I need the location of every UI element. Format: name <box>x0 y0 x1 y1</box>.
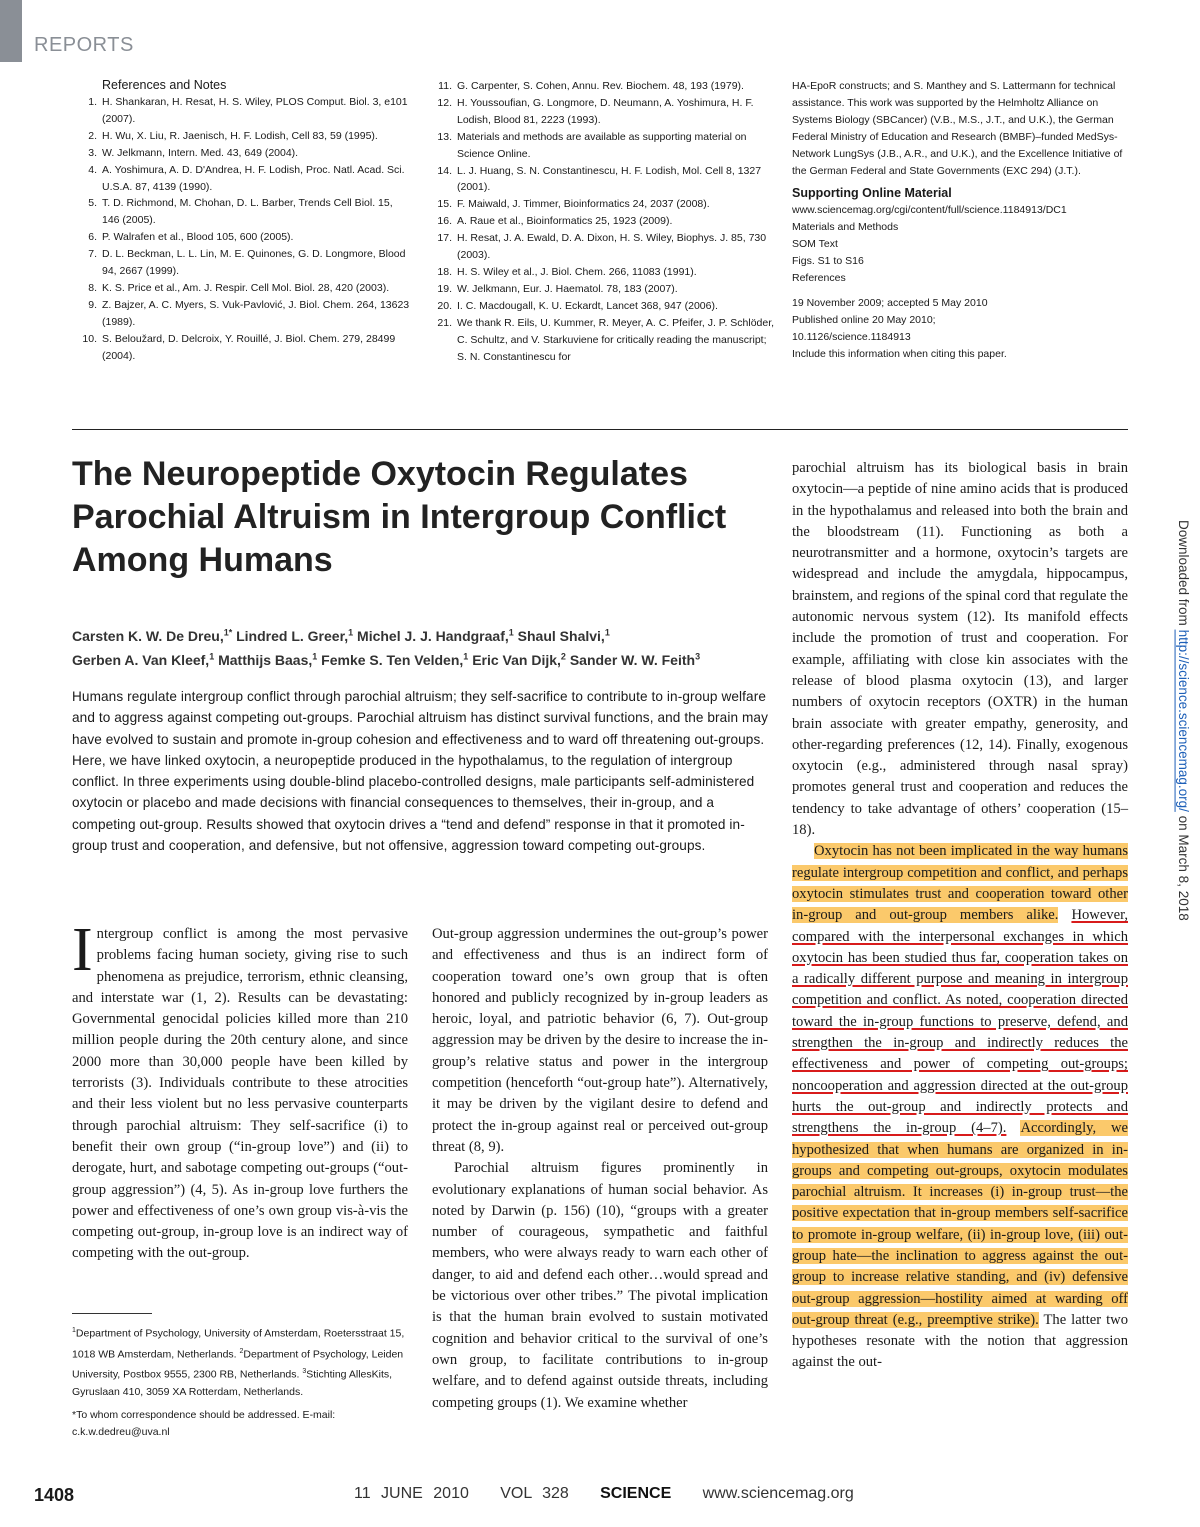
reference-item: 7. D. L. Beckman, L. L. Lin, M. E. Quinones, G. D. Longmore, Blood 94, 2667 (1999). <box>88 248 406 278</box>
som-url[interactable]: www.sciencemag.org/cgi/content/full/science.1184913/DC1 <box>792 204 1067 217</box>
reference-list-1 <box>80 94 410 365</box>
abstract: Humans regulate intergroup conflict through parochial altruism; they self-sacrifice to contribute to in-group welfare and to aggress against competing out-groups. Parochial altruism has distinct survival functions, and the brain may have evolved to sustain and promote in-group cohesion and effectiveness and to ward off threatening out-groups. Here, we have linked oxytocin, a neuropeptide produced in the hypothalamus, to the regulation of intergroup conflict. In three experiments using double-blind placebo-controlled designs, male participants self-administered oxytocin or placebo and made decisions with financial consequences to themselves, their in-group, and a competing out-group. Results showed that oxytocin drives a “tend and defend” response in that it promoted in-group trust and cooperation, and defensive, but not offensive, aggression toward competing out-groups. <box>72 689 768 854</box>
reference-item: 4. A. Yoshimura, A. D. D'Andrea, H. F. Lodish, Proc. Natl. Acad. Sci. U.S.A. 87, 4139 (1990). <box>88 163 405 193</box>
som-line: References <box>792 272 846 285</box>
section-tab <box>0 0 22 62</box>
references-heading: References and Notes <box>102 78 227 92</box>
reference-item: 19. W. Jelkmann, Eur. J. Haematol. 78, 183 (2007). <box>437 282 678 295</box>
body-paragraph: Parochial altruism figures prominently in evolutionary explanations of human social behavior. As noted by Darwin (p. 156) (10), “groups with a greater number of courageous, sympathetic and faithful members, who were always ready to warn each other of danger, to aid and defend each other…would spread and be victorious over other tribes.” The pivotal implication is that the human brain evolved to sustain motivated cognition and behavior critical to the survival of one’s own group, to facilitate contributions to in-group welfare, and to defend against outside threats, including competing groups (1). We examine whether <box>432 1160 768 1411</box>
author: Gerben A. Van Kleef,$^1$ <box>72 651 215 669</box>
author: Eric Van Dijk,$^2$ <box>472 651 566 669</box>
download-notice: Downloaded from http://science.sciencemag.org/ on March 8, 2018 <box>1176 520 1191 921</box>
reference-item: 3. W. Jelkmann, Intern. Med. 43, 649 (2004). <box>88 146 299 159</box>
yellow-highlight: Oxytocin has not been implicated in the way humans regulate intergroup competition and conflict, and perhaps oxytocin stimulates trust and cooperation toward other in-group and out-group members alike. <box>792 843 1128 924</box>
reference-item: 13. Materials and methods are available as supporting material on Science Online. <box>437 130 747 160</box>
som-line: SOM Text <box>792 238 838 251</box>
reference-item: 15. F. Maiwald, J. Timmer, Bioinformatics 24, 2037 (2008). <box>437 198 710 211</box>
download-link[interactable]: http://science.sciencemag.org/ <box>1176 629 1191 812</box>
footnote-divider <box>72 1313 152 1314</box>
reference-item: 21. We thank R. Eils, U. Kummer, R. Meyer, A. C. Pfeifer, J. P. Schlöder, C. Schultz, and V. Starkuviene for critically reading the manuscript; S. N. Constantinescu for <box>437 316 775 363</box>
section-divider <box>72 429 1128 430</box>
reference-item: 6. P. Walrafen et al., Blood 105, 600 (2005). <box>88 231 294 244</box>
body-paragraph: Out-group aggression undermines the out-group’s power and effectiveness and thus is an indirect form of cooperation toward one’s own group that is often honored and publicly recognized by in-group leaders as heroic, loyal, and patriotic behavior (6, 7). Out-group aggression may be driven by the desire to increase the in-group’s relative status and power in the intergroup competition (henceforth “out-group hate”). Alternatively, it may be driven by the vigilant desire to defend and protect the in-group against real or perceived out-group threat (8, 9). <box>432 926 768 1155</box>
som-line: Figs. S1 to S16 <box>792 255 864 268</box>
body-column-2 <box>432 924 768 1414</box>
author-list <box>72 622 772 671</box>
journal-url[interactable]: www.sciencemag.org <box>702 1485 854 1502</box>
author: Lindred L. Greer,$^1$ <box>236 627 354 644</box>
doi: 10.1126/science.1184913 <box>792 330 911 343</box>
reference-item: 9. Z. Bajzer, A. C. Myers, S. Vuk-Pavlović, J. Biol. Chem. 264, 13623 (1989). <box>88 298 410 328</box>
issue-info: 11 JUNE 2010 VOL 328 SCIENCE www.sciencemag.org <box>354 1485 854 1502</box>
page-footer <box>34 1485 1174 1511</box>
affiliations: $^1$Department of Psychology, University of Amsterdam, Roetersstraat 15, 1018 WB Amsterdam, Netherlands. $^2$Department of Psychology, Leiden University, Postbox 9555, 2300 RB, Netherlands. $^3$Stichting AllesKits, Gyruslaan 410, 3059 XA Rotterdam, Netherlands. <box>72 1327 405 1398</box>
reference-item: 2. H. Wu, X. Liu, R. Jaenisch, H. F. Lodish, Cell 83, 59 (1995). <box>88 129 378 142</box>
body-column-1 <box>72 916 408 1265</box>
yellow-highlight: Accordingly, we hypothesized that when humans are organized in in-groups and competing out-groups, oxytocin modulates parochial altruism. It increases (i) in-group trust—the positive expectation that in-group members self-sacrifice to promote in-group welfare, (ii) in-group love, (iii) out-group hate—the inclination to aggress against the out-group to increase relative standing, and (iv) defensive out-group aggression—hostility aimed at warding off out-group threat (e.g., preemptive strike). <box>792 1120 1128 1328</box>
som-heading: Supporting Online Material <box>792 186 952 201</box>
drop-cap: I <box>72 916 93 984</box>
dates-line: Published online 20 May 2010; <box>792 313 936 326</box>
footnotes <box>72 1322 408 1441</box>
reference-item: 12. H. Youssoufian, G. Longmore, D. Neumann, A. Yoshimura, H. F. Lodish, Blood 81, 2223 (1993). <box>437 96 754 126</box>
page-number: 1408 <box>34 1485 75 1505</box>
reference-item: 14. L. J. Huang, S. N. Constantinescu, H. F. Lodish, Mol. Cell 8, 1327 (2001). <box>437 164 762 194</box>
author: Sander W. W. Feith$^3$ <box>569 651 701 669</box>
reference-item: 8. K. S. Price et al., Am. J. Respir. Cell Mol. Biol. 28, 420 (2003). <box>88 281 390 294</box>
reference-item: 5. T. D. Richmond, M. Chohan, D. L. Barber, Trends Cell Biol. 15, 146 (2005). <box>88 197 393 227</box>
reference-item: 17. H. Resat, J. A. Ewald, D. A. Dixon, H. S. Wiley, Biophys. J. 85, 730 (2003). <box>437 232 767 262</box>
references-column-3 <box>792 78 1128 363</box>
author: Michel J. J. Handgraaf,$^1$ <box>357 627 514 644</box>
citation-note: Include this information when citing this paper. <box>792 347 1007 360</box>
acknowledgments-continued: HA-EpoR constructs; and S. Manthey and S. Lattermann for technical assistance. This work was supported by the Helmholtz Alliance on Systems Biology (SBCancer) (V.B., M.S., J.T., and U.K.), the German Federal Ministry of Education and Research (BMBF)–funded MedSys-Network LungSys (J.B., A.R., and U.K.), and the Excellence Initiative of the German Federal and State Governments (EXC 294) (J.T.). <box>792 80 1123 177</box>
dates-line: 19 November 2009; accepted 5 May 2010 <box>792 296 988 309</box>
reference-item: 18. H. S. Wiley et al., J. Biol. Chem. 266, 11083 (1991). <box>437 265 697 278</box>
author: Carsten K. W. De Dreu,$^{1*}$ <box>72 627 233 644</box>
highlighted-paragraph: Oxytocin has not been implicated in the way humans regulate intergroup competition and conflict, and perhaps oxytocin stimulates trust and cooperation toward other in-group and out-group members alike. However, compared with the interpersonal exchanges in which oxytocin has been studied thus far, cooperation takes on a radically different purpose and meaning in intergroup competition and conflict. As noted, cooperation directed toward the in-group functions to preserve, defend, and strengthen the in-group and indirectly reduces the effectiveness and power of competing out-groups; noncooperation and aggression directed at the out-group hurts the out-group and indirectly protects and strengthens the in-group (4–7). Accordingly, we hypothesized that when humans are organized in in-groups and competing out-groups, oxytocin modulates parochial altruism. It increases (i) in-group trust—the positive expectation that in-group members self-sacrifice to promote in-group welfare, (ii) in-group love, (iii) out-group hate—the inclination to aggress against the out-group to increase relative standing, and (iv) defensive out-group aggression—hostility aimed at warding off out-group threat (e.g., preemptive strike). The latter two hypotheses resonate with the notion that aggression against the out- <box>792 843 1128 1371</box>
author: Shaul Shalvi,$^1$ <box>517 627 610 644</box>
author: Matthijs Baas,$^1$ <box>218 651 318 669</box>
reference-item: 16. A. Raue et al., Bioinformatics 25, 1923 (2009). <box>437 215 673 228</box>
section-label: REPORTS <box>34 34 134 56</box>
journal-name: SCIENCE <box>600 1485 672 1502</box>
som-line: Materials and Methods <box>792 221 899 234</box>
author: Femke S. Ten Velden,$^1$ <box>321 651 469 669</box>
reference-item: 11. G. Carpenter, S. Cohen, Annu. Rev. Biochem. 48, 193 (1979). <box>438 80 744 92</box>
red-underline-annotation: However, compared with the interpersonal exchanges in which oxytocin has been studied thus far, cooperation takes on a radically different purpose and meaning in intergroup competition and conflict. As noted, cooperation directed toward the in-group functions to preserve, defend, and strengthen the in-group and indirectly reduces the effectiveness and power of competing out-groups; noncooperation and aggression directed at the out-group hurts the out-group and indirectly protects and strengthens the in-group (4–7). <box>792 907 1128 1137</box>
body-column-3 <box>792 458 1128 1374</box>
article-title: The Neuropeptide Oxytocin Regulates Parochial Altruism in Intergroup Conflict Among Humans <box>72 455 727 579</box>
reference-item: 20. I. C. Macdougall, K. U. Eckardt, Lancet 368, 947 (2006). <box>437 299 718 312</box>
references-column-2 <box>435 78 775 365</box>
references-column-1 <box>80 78 410 365</box>
reference-item: 10. S. Beloužard, D. Delcroix, Y. Rouillé, J. Biol. Chem. 279, 28499 (2004). <box>82 332 396 362</box>
reference-list-2 <box>435 78 775 365</box>
intro-paragraph: Intergroup conflict is among the most pervasive problems facing human society, giving rise to such phenomena as prejudice, terrorism, ethnic cleansing, and interstate war (1, 2). Results can be devastating: Governmental genocidal policies killed more than 210 million people during the 20th century alone, and since 2000 more than 30,000 people have been killed by terrorists (3). Individuals contribute to these atrocities and their less violent but no less pervasive counterparts through parochial altruism: They self-sacrifice (i) to benefit their own group (“in-group love”) and (ii) to derogate, hurt, and sabotage competing out-groups (“out-group aggression”) (4, 5). As in-group love furthers the power and effectiveness of one’s own group vis-à-vis the competing out-group, in-group love is an indirect way of competing with the out-group. <box>72 916 408 1262</box>
correspondence-note: *To whom correspondence should be addressed. E-mail: c.k.w.dedreu@uva.nl <box>72 1408 336 1438</box>
body-paragraph: parochial altruism has its biological basis in brain oxytocin—a peptide of nine amino acids that is produced in the hypothalamus and released into both the brain and the bloodstream (11). Functioning as both a neurotransmitter and a hormone, oxytocin’s targets are widespread and include the amygdala, hippocampus, brainstem, and regions of the spinal cord that regulate the autonomic nervous system (12). Its manifold effects include the promotion of trust and cooperation. For example, affiliating with close kin associates with the release of blood plasma oxytocin (13), and larger numbers of oxytocin receptors (OXTR) in the human brain associate with greater empathy, generosity, and other-regarding preferences (12, 14). Finally, exogenous oxytocin (e.g., administered through nasal spray) promotes general trust and cooperation and reduces the tendency to take advantage of others’ cooperation (15–18). <box>792 460 1128 839</box>
reference-item: 1. H. Shankaran, H. Resat, H. S. Wiley, PLOS Comput. Biol. 3, e101 (2007). <box>88 96 408 125</box>
